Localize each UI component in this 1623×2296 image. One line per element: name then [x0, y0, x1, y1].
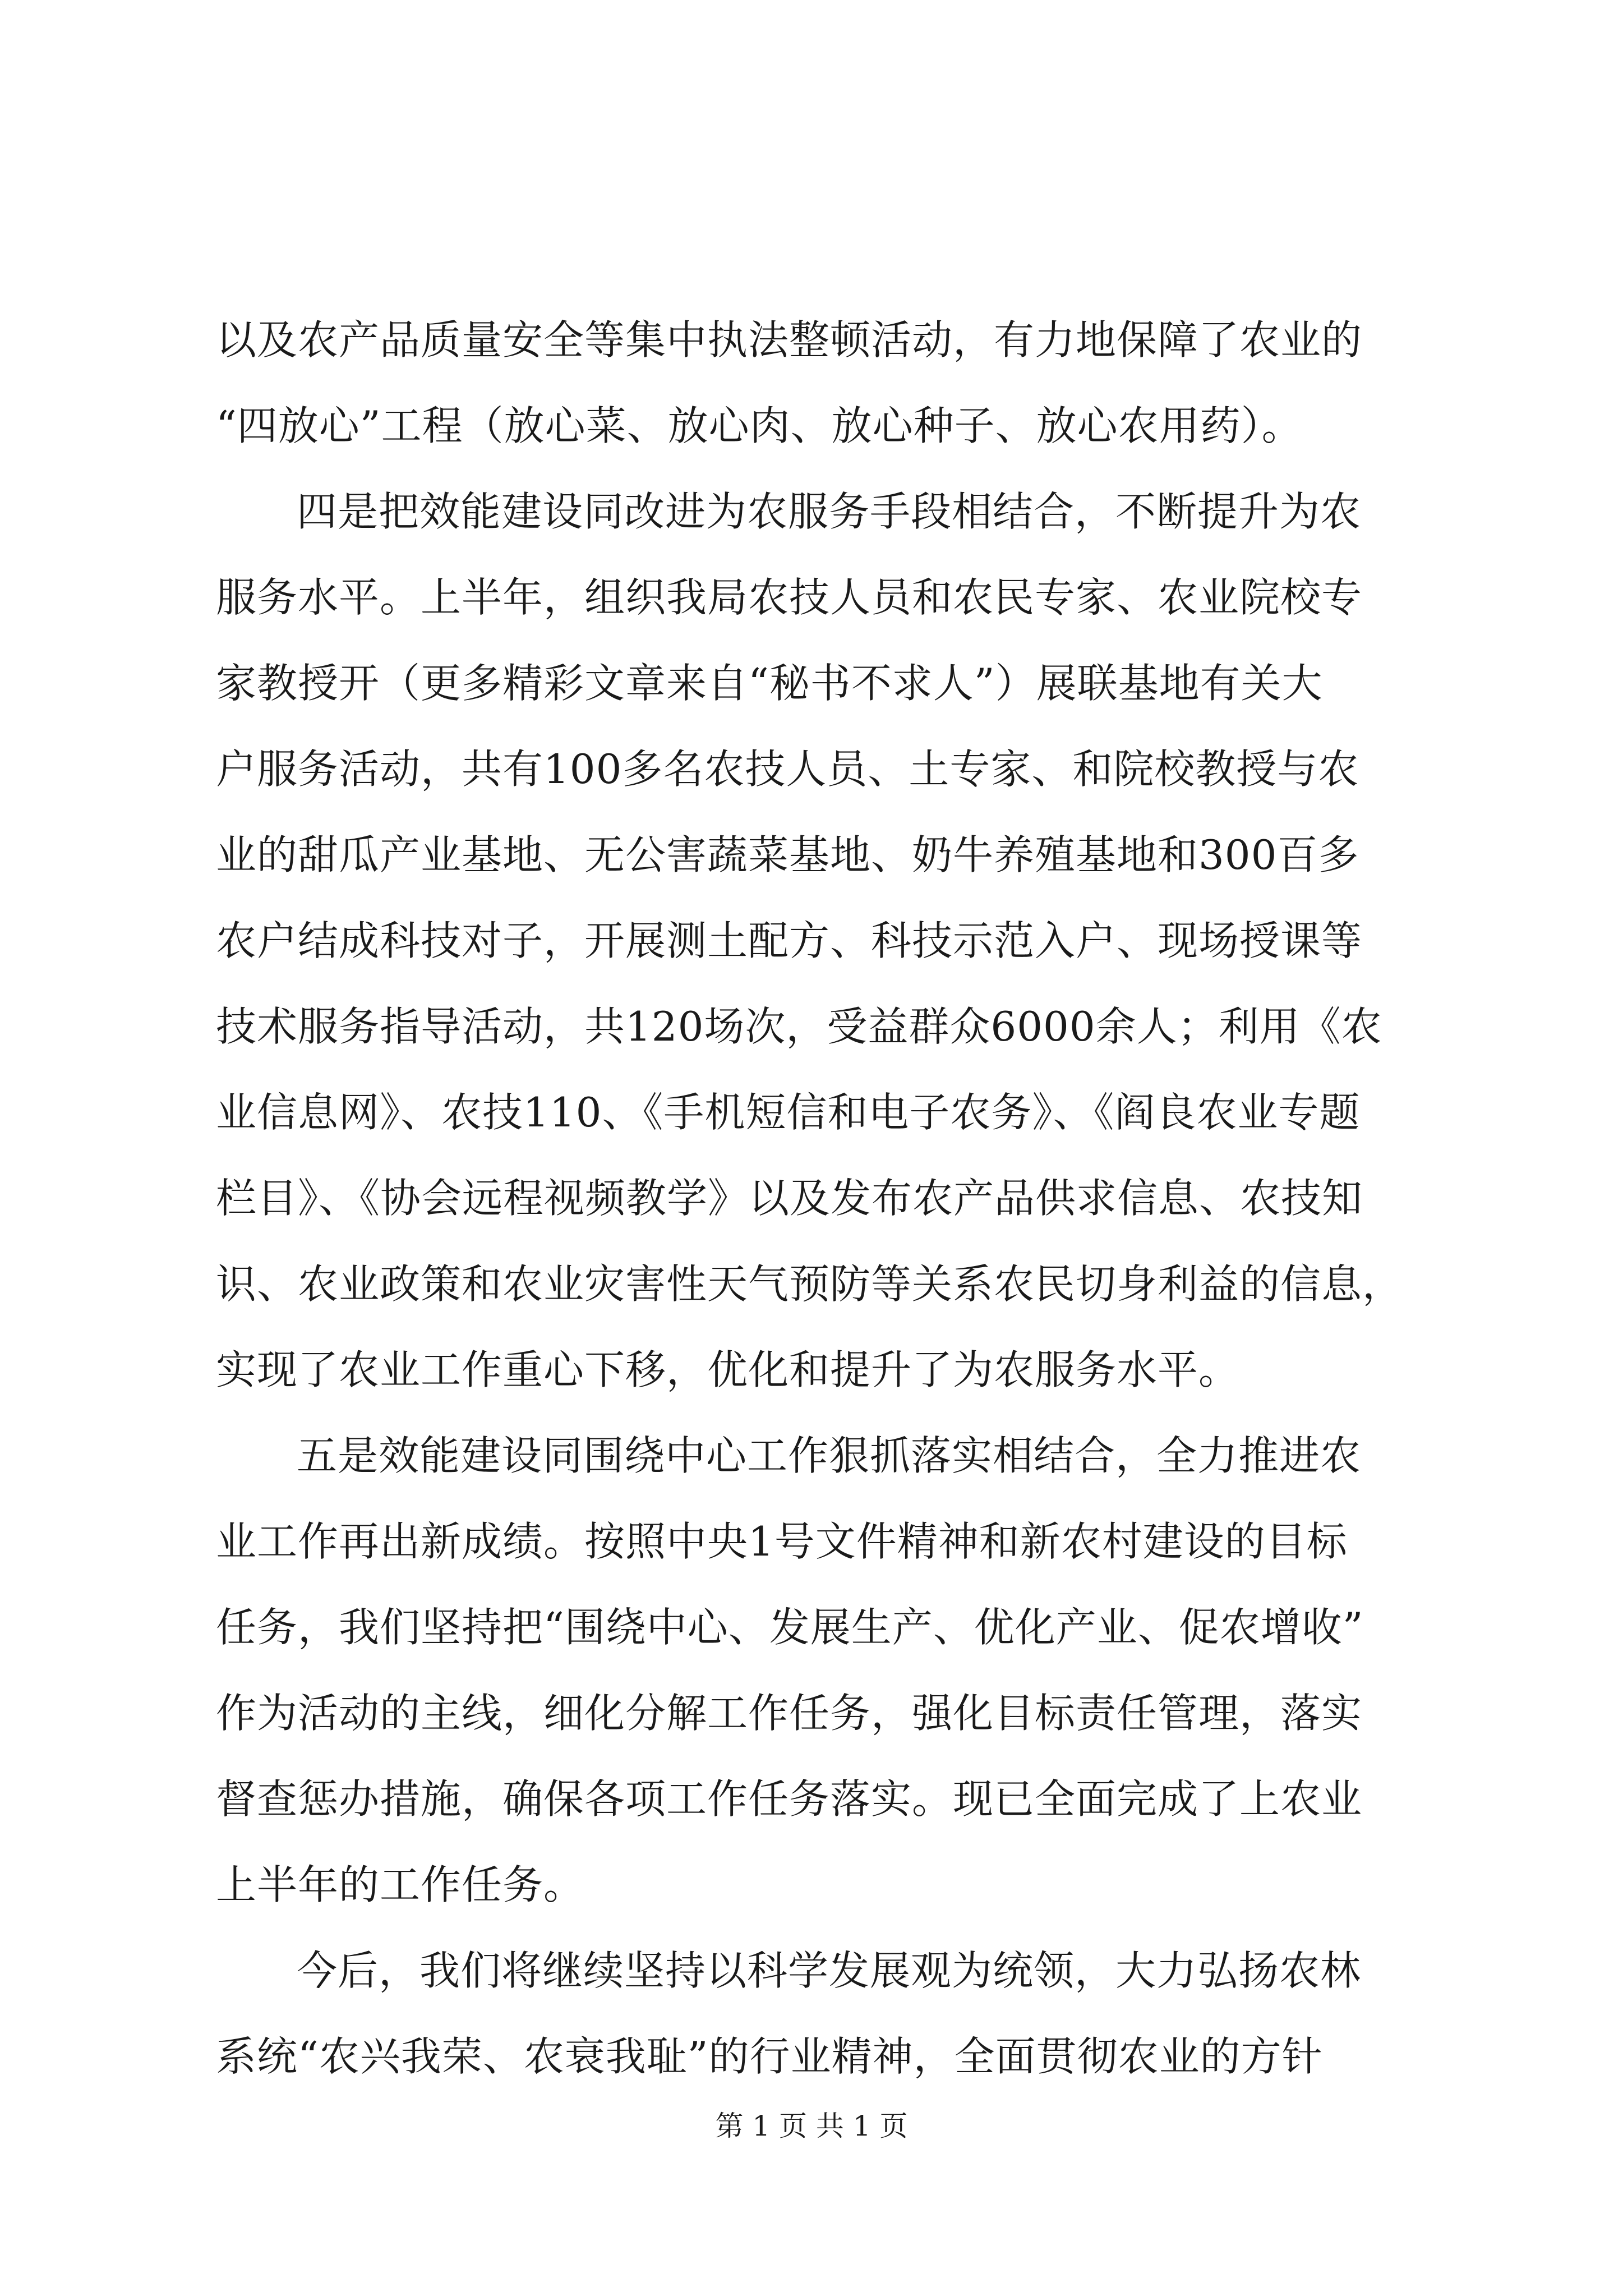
text-line-6: 户服务活动，共有100多名农技人员、土专家、和院校教授与农 [216, 746, 1359, 793]
text-line-19: 上半年的工作任务。 [216, 1861, 585, 1908]
text-line-11: 栏目》、《协会远程视频教学》以及发布农产品供求信息、农技知 [216, 1175, 1363, 1222]
text-line-10: 业信息网》、农技110、《手机短信和电子农务》、《阎良农业专题 [216, 1089, 1361, 1136]
text-line-7: 业的甜瓜产业基地、无公害蔬菜基地、奶牛养殖基地和300百多 [216, 831, 1359, 878]
text-line-2: “四放心”工程（放心菜、放心肉、放心种子、放心农用药）。 [216, 402, 1303, 449]
text-line-5: 家教授开（更多精彩文章来自“秘书不求人”）展联基地有关大 [216, 660, 1323, 707]
page-number: 第 1 页 共 1 页 [715, 2110, 908, 2142]
text-line-1: 以及农产品质量安全等集中执法整顿活动，有力地保障了农业的 [216, 316, 1363, 364]
page-footer [0, 2109, 1623, 2143]
text-line-20: 今后，我们将继续坚持以科学发展观为统领，大力弘扬农林 [297, 1947, 1362, 1994]
text-line-8: 农户结成科技对子，开展测土配方、科技示范入户、现场授课等 [216, 917, 1363, 964]
text-line-16: 任务，我们坚持把“围绕中心、发展生产、优化产业、促农增收” [216, 1604, 1364, 1651]
text-line-12: 识、农业政策和农业灾害性天气预防等关系农民切身利益的信息， [216, 1260, 1404, 1308]
text-line-15: 业工作再出新成绩。按照中央1号文件精神和新农村建设的目标 [216, 1518, 1348, 1565]
text-line-14: 五是效能建设同围绕中心工作狠抓落实相结合，全力推进农 [297, 1432, 1362, 1479]
text-line-9: 技术服务指导活动，共120场次，受益群众6000余人；利用《农 [216, 1003, 1382, 1050]
text-line-13: 实现了农业工作重心下移，优化和提升了为农服务水平。 [216, 1346, 1240, 1393]
text-line-21: 系统“农兴我荣、农衰我耻”的行业精神，全面贯彻农业的方针 [216, 2033, 1323, 2080]
document-body [216, 297, 1408, 2100]
text-line-17: 作为活动的主线，细化分解工作任务，强化目标责任管理，落实 [216, 1690, 1363, 1737]
text-line-18: 督查惩办措施，确保各项工作任务落实。现已全面完成了上农业 [216, 1775, 1363, 1823]
text-line-3: 四是把效能建设同改进为农服务手段相结合，不断提升为农 [297, 488, 1362, 535]
text-line-4: 服务水平。上半年，组织我局农技人员和农民专家、农业院校专 [216, 574, 1363, 621]
